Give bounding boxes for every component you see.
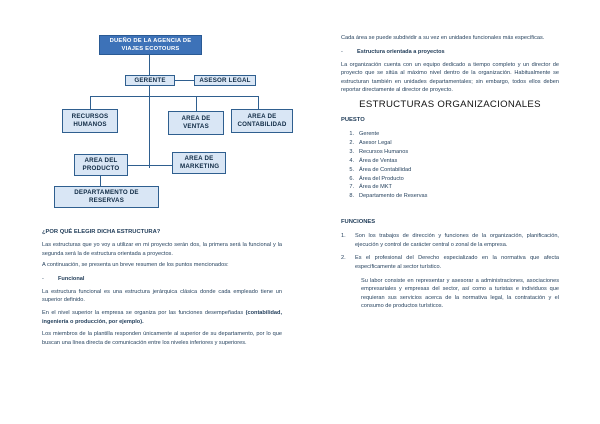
paragraph: La estructura funcional es una estructura jerárquica clásica donde cada empleado tiene un superior definido. [42,288,282,304]
bullet-label: Funcional [58,275,85,282]
list-text: Son los trabajos de dirección y funciones de la organización, planificación, ejecución y control de carácter central o zonal de la empresa. [355,233,559,248]
list-text: Gerente [359,130,380,137]
list-number: 3. [349,148,354,155]
left-column [42,229,282,347]
list-item [341,232,559,249]
paragraph-text: En el nivel superior la empresa se organiza por las funciones desempeñadas [42,309,244,316]
list-number: 6. [349,175,354,182]
puesto-item [341,183,559,192]
section-heading: ¿POR QUÉ ELEGIR DICHA ESTRUCTURA? [42,229,161,235]
org-box-owner [99,35,202,55]
org-box-label: DEPARTAMENTO DE RESERVAS [74,189,139,204]
puesto-item [341,175,559,184]
list-number: 1. [341,233,346,240]
org-chart [0,0,300,230]
org-box-label: GERENTE [134,76,166,84]
org-box-area-contabilidad [231,109,293,133]
section-heading: PUESTO [341,116,365,123]
list-number: 5. [349,166,354,173]
list-text: Área del Producto [359,175,404,182]
org-box-reservas [54,186,159,208]
org-box-area-producto [74,154,128,176]
org-box-recursos-humanos [62,109,118,133]
list-text: Área de Contabilidad [359,166,412,173]
connector [90,96,258,97]
bullet-mark: - [42,275,44,282]
list-text: Área de MKT [359,184,392,191]
list-number: 2. [349,139,354,146]
puesto-item [341,148,559,157]
list-text: Departamento de Reservas [359,193,428,200]
page-title: ESTRUCTURAS ORGANIZACIONALES [359,98,541,110]
connector [90,96,91,109]
puesto-item [341,139,559,148]
connector [100,176,101,186]
list-text: Recursos Humanos [359,148,409,155]
paragraph: Cada área se puede subdividir a su vez en unidades funcionales más específicas. [341,35,545,41]
list-number: 1. [349,130,354,137]
paragraph: Los miembros de la plantilla responden únicamente al superior de su departamento, por lo que buscan una línea directa de comunicación entre los niveles inferiores y superiores. [42,331,282,346]
list-item [341,254,559,271]
org-box-label: AREA DE CONTABILIDAD [237,113,287,128]
org-box-label: RECURSOS HUMANOS [71,113,109,128]
list-number: 7. [349,184,354,191]
list-number: 2. [341,255,346,262]
bullet-item [42,275,282,283]
paragraph: A continuación, se presenta un breve resumen de los puntos mencionados: [42,262,229,269]
connector [122,165,172,166]
paragraph-bold-text: (contabilidad, ingeniería o producción, por ejemplo). [42,309,282,325]
right-column [341,34,559,311]
org-box-area-marketing [172,152,226,174]
connector [149,86,150,168]
org-box-area-ventas [168,111,224,135]
paragraph: Su labor consiste en representar y asesorar a administraciones, asociaciones empresariales y empresas del sector, así como a turistas e individuos que requieran sus servicios acerca de la normativa legal, la contratación y el consumo de productos turísticos. [361,277,559,310]
org-box-label: DUEÑO DE LA AGENCIA DE VIAJES ECOTOURS [109,38,192,52]
connector [149,54,150,76]
bullet-mark: - [341,48,343,55]
paragraph [42,309,282,326]
puesto-item [341,166,559,175]
connector [258,96,259,109]
puesto-item [341,130,559,139]
org-box-label: AREA DE MARKETING [180,155,220,170]
org-box-label: ASESOR LEGAL [199,76,251,84]
puestos-list [341,130,559,201]
puesto-item [341,192,559,201]
list-number: 4. [349,157,354,164]
list-text: Asesor Legal [359,139,392,146]
paragraph: Las estructuras que yo voy a utilizar en mi proyecto serán dos, la primera será la funcional y la segunda será la de estructura orientada a proyectos. [42,242,282,257]
list-text: Es el profesional del Derecho especializado en la normativa que afecta específicamente al sector turístico. [355,255,559,270]
connector [174,80,194,81]
org-box-asesor-legal [194,75,256,86]
org-box-gerente [125,75,175,86]
connector [196,96,197,111]
list-number: 8. [349,193,354,200]
paragraph: La organización cuenta con un equipo dedicado a tiempo completo y un director de proyecto que se sitúa al máximo nivel dentro de la organización. Habitualmente se estructuran también en unidades departamentales; sin embargo, todos ellos deben reportar directamente al director de proyecto. [341,61,559,94]
puesto-item [341,157,559,166]
bullet-label: Estructura orientada a proyectos [357,48,445,55]
org-box-label: AREA DEL PRODUCTO [82,157,120,172]
bullet-item [341,48,559,56]
list-text: Área de Ventas [359,157,398,164]
org-box-label: AREA DE VENTAS [181,115,211,130]
section-heading: FUNCIONES [341,219,376,226]
